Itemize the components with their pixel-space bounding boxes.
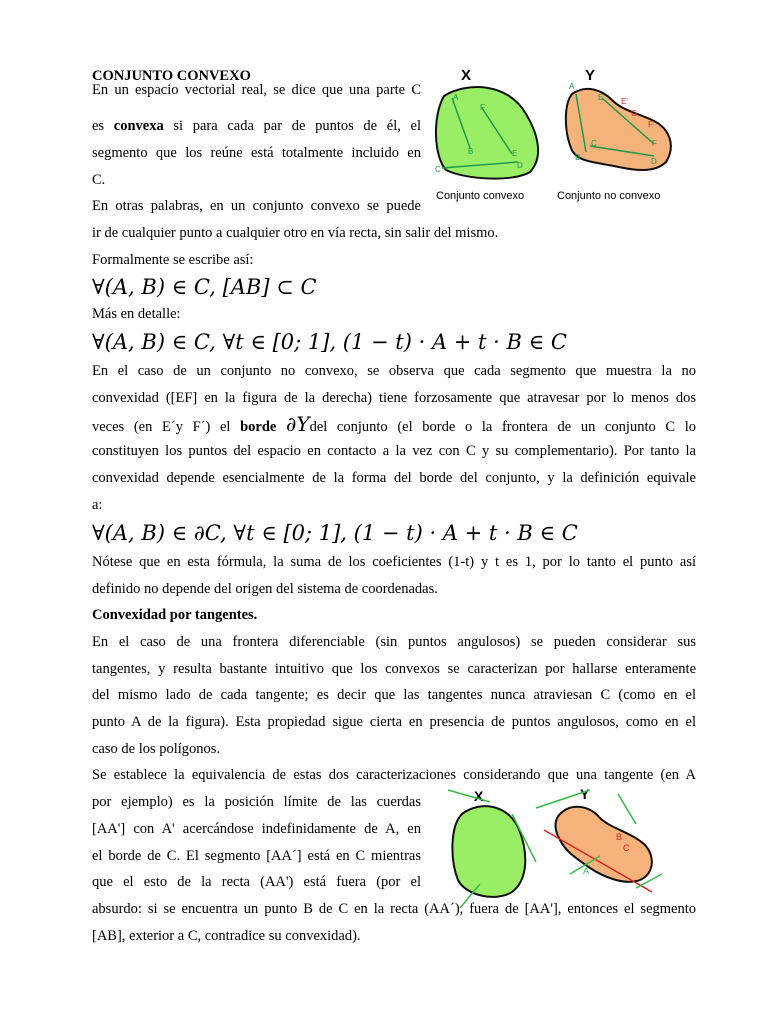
para5-line4: punto A de la figura). Esta propiedad sigue cierta en presencia de puntos angulosos, como en el	[92, 714, 696, 730]
para1-line4: C.	[92, 172, 106, 188]
point-a-label: A	[453, 93, 459, 102]
para4-line1: Nótese que en esta fórmula, la suma de los coeficientes (1-t) y t es 1, por lo tanto el punto así	[92, 554, 696, 570]
point-y-d-label: D	[651, 157, 657, 166]
figure2-label-x: X	[474, 788, 484, 804]
point-e-label: E	[512, 149, 518, 158]
para6-line5: que el esto de la recta (AA') está fuera (por el	[92, 874, 421, 890]
para5-line3: del mismo lado de cada tangente; es decir que las tangentes nunca atraviesan C (como en el	[92, 687, 696, 703]
point-f-label: F	[480, 103, 485, 112]
formula-boundary-definition: ∀(A, B) ∈ ∂C, ∀t ∈ [0; 1], (1 − t) · A + t · B ∈ C	[92, 521, 578, 545]
figure1-label-x: X	[461, 67, 472, 84]
point-y-g-label: G	[631, 109, 638, 118]
point-y-a-label: A	[569, 82, 575, 91]
para6-line7: [AB], exterior a C, contradice su convexidad).	[92, 928, 361, 944]
figure-tangents	[440, 784, 670, 908]
tangent-x-top	[448, 790, 490, 802]
detail-label: Más en detalle:	[92, 306, 181, 322]
para5-line2: tangentes, y resulta bastante intuitivo que los convexos se caracterizan por hallarse enteramente	[92, 661, 696, 677]
para3-line5: convexidad depende esencialmente de la forma del borde del conjunto, y la definición equivale	[92, 470, 696, 486]
formula-convex-detailed: ∀(A, B) ∈ C, ∀t ∈ [0; 1], (1 − t) · A + t · B ∈ C	[92, 330, 567, 354]
para1-line3: segmento que los reúne está totalmente incluido en	[92, 145, 421, 161]
para5-line5: caso de los polígonos.	[92, 741, 221, 757]
point-y-b-label: B	[575, 153, 581, 162]
point-fig2-a-label: A	[583, 866, 590, 876]
point-fig2-b-label: B	[616, 832, 623, 842]
para1-line2-pre: es	[92, 118, 105, 134]
point-y-c-label: C	[591, 139, 597, 148]
para3-line3	[92, 412, 696, 436]
para3-line3-post: del conjunto (el borde o la frontera de un conjunto C lo	[309, 419, 696, 435]
convexa-term: convexa	[113, 118, 164, 134]
para2-line3: Formalmente se escribe así:	[92, 252, 254, 268]
formula-convex-definition: ∀(A, B) ∈ C, [AB] ⊂ C	[92, 275, 317, 299]
page-title: CONJUNTO CONVEXO	[92, 68, 251, 84]
point-y-f-label: F	[652, 139, 657, 148]
section-subtitle: Convexidad por tangentes.	[92, 607, 258, 623]
para3-line6: a:	[92, 497, 103, 513]
point-y-e-prime-label: E'	[621, 97, 628, 106]
para3-line1: En el caso de un conjunto no convexo, se observa que cada segmento que muestra la no	[92, 363, 696, 379]
para2-line2: ir de cualquier punto a cualquier otro en vía recta, sin salir del mismo.	[92, 225, 499, 241]
caption-nonconvex: Conjunto no convexo	[557, 190, 661, 202]
point-y-e-label: E	[598, 93, 604, 102]
para6-line4: el borde de C. El segmento [AA´] está en C mientras	[92, 848, 421, 864]
point-b-label: B	[468, 147, 474, 156]
point-c-label: C	[435, 165, 441, 174]
para6-line2: por ejemplo) es la posición límite de las cuerdas	[92, 794, 421, 810]
para3-line4: constituyen los puntos del espacio en contacto a la vez con C y su complementario). Por tanto la	[92, 443, 696, 459]
point-d-label: D	[517, 161, 523, 170]
para1-line2	[92, 117, 421, 135]
para5-line1: En el caso de una frontera diferenciable (sin puntos angulosos) se pueden considerar sus	[92, 634, 696, 650]
para6-line6: absurdo: si se encuentra un punto B de C en la recta (AA´), fuera de [AA'], entonces el segmento	[92, 901, 696, 917]
para2-line1: En otras palabras, en un conjunto convexo se puede	[92, 198, 421, 214]
para1-line1: En un espacio vectorial real, se dice que una parte C	[92, 82, 421, 98]
para3-line2: convexidad ([EF] en la figura de la derecha) tiene forzosamente que atravesar por lo menos dos	[92, 390, 696, 406]
caption-convex: Conjunto convexo	[436, 190, 525, 202]
figure-convex-sets	[426, 62, 688, 206]
para4-line2: definido no depende del origen del sistema de coordenadas.	[92, 581, 438, 597]
para6-line1: Se establece la equivalencia de estas dos caracterizaciones considerando que una tangente (en A	[92, 767, 696, 783]
para6-line3: [AA'] con A' acercándose indefinidamente de A, en	[92, 821, 421, 837]
figure1-label-y: Y	[585, 67, 596, 84]
point-fig2-c-label: C	[623, 843, 630, 853]
borde-term: borde	[240, 419, 277, 435]
boundary-symbol: ∂Y	[286, 412, 310, 436]
figure2-label-y: Y	[580, 786, 590, 802]
para3-line3-pre: veces (en E´y F´) el	[92, 419, 231, 435]
tangent-y-right	[618, 794, 636, 824]
para1-line2-post: si para cada par de puntos de él, el	[173, 118, 422, 134]
point-y-f-prime-label: F'	[648, 120, 655, 129]
